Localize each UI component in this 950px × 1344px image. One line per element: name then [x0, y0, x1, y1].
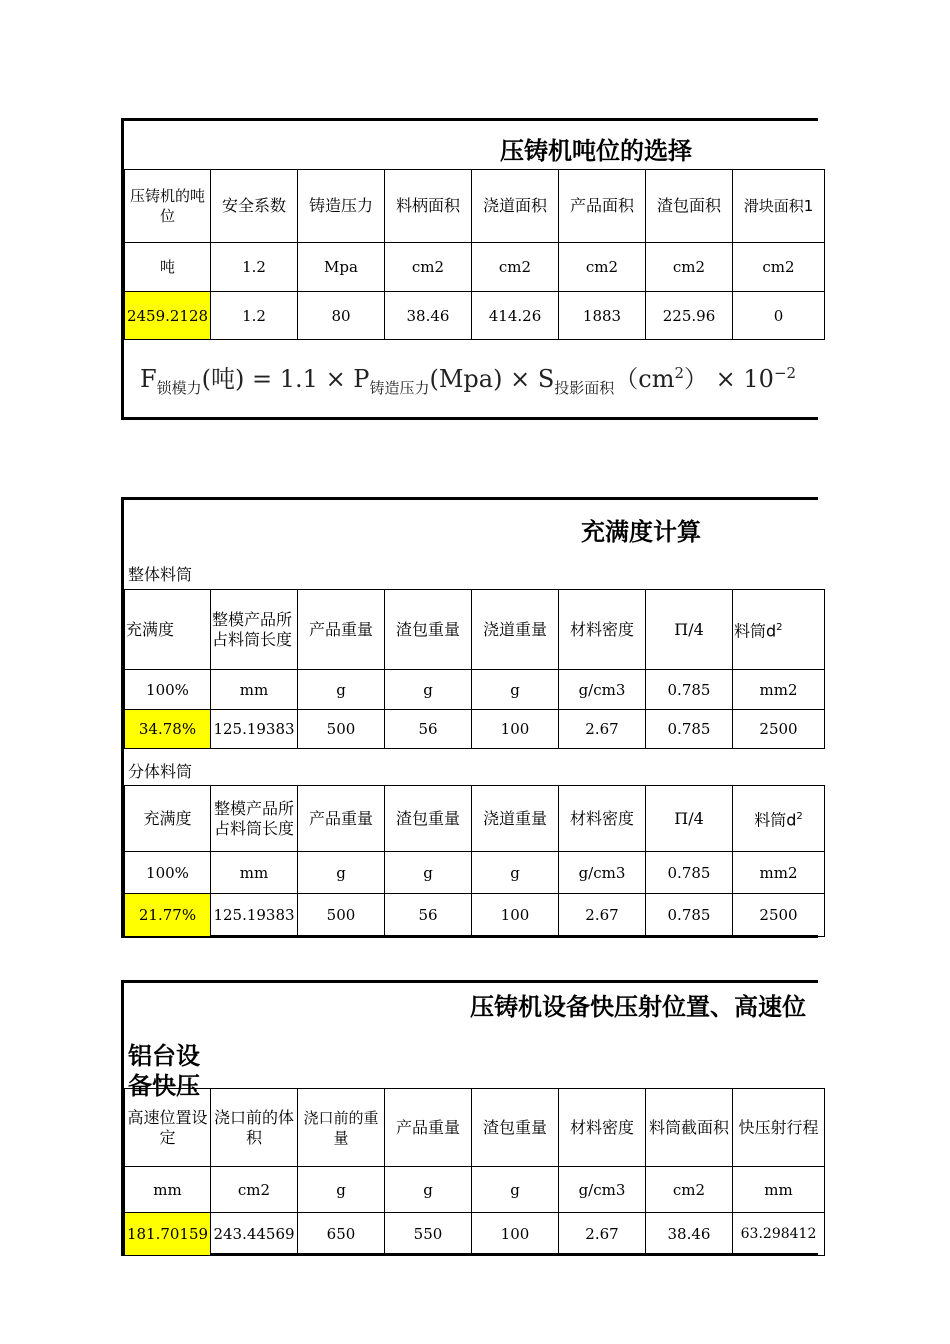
- value-cell: 56: [385, 710, 472, 749]
- value-row: [125, 292, 825, 340]
- header-cell: 高速位置设定: [125, 1089, 211, 1167]
- value-cell: 56: [385, 894, 472, 937]
- value-cell: 2500: [733, 894, 825, 937]
- fill-ratio-title: 充满度计算: [581, 517, 701, 546]
- header-cell: 渣包重量: [385, 786, 472, 852]
- header-cell: 渣包面积: [646, 170, 733, 243]
- unit-cell: 100%: [125, 670, 211, 710]
- value-cell: 63.298412: [733, 1213, 825, 1256]
- header-cell: 充满度: [125, 590, 211, 670]
- unit-cell: g: [298, 1167, 385, 1213]
- header-cell: 安全系数: [211, 170, 298, 243]
- header-cell: 材料密度: [559, 1089, 646, 1167]
- header-cell: 料柄面积: [385, 170, 472, 243]
- header-cell: 整模产品所占料筒长度: [211, 786, 298, 852]
- unit-cell: g: [385, 852, 472, 894]
- header-cell: 料筒$d^2$: [733, 786, 825, 852]
- unit-cell: Mpa: [298, 243, 385, 292]
- value-cell: 2.67: [559, 894, 646, 937]
- unit-cell: g: [472, 1167, 559, 1213]
- unit-cell: 100%: [125, 852, 211, 894]
- value-cell: 1.2: [211, 292, 298, 340]
- unit-cell: g/cm3: [559, 1167, 646, 1213]
- unit-cell: cm2: [472, 243, 559, 292]
- header-row: [125, 786, 825, 852]
- header-cell: 滑块面积1: [733, 170, 825, 243]
- fill-ratio-result-cell: 34.78%: [125, 710, 211, 749]
- header-cell: 产品面积: [559, 170, 646, 243]
- unit-cell: cm2: [211, 1167, 298, 1213]
- unit-cell: g: [472, 670, 559, 710]
- value-cell: 0.785: [646, 894, 733, 937]
- unit-cell: 0.785: [646, 670, 733, 710]
- aluminum-machine-label: 铝台设备快压: [128, 1042, 200, 1100]
- header-cell: 充满度: [125, 786, 211, 852]
- header-cell: 快压射行程: [733, 1089, 825, 1167]
- integral-sleeve-label: 整体料筒: [128, 565, 193, 584]
- header-cell: 铸造压力: [298, 170, 385, 243]
- value-cell: 650: [298, 1213, 385, 1256]
- value-cell: 38.46: [385, 292, 472, 340]
- header-cell: 浇道重量: [472, 590, 559, 670]
- value-cell: 414.26: [472, 292, 559, 340]
- header-cell: 压铸机的吨位: [125, 170, 211, 243]
- header-cell: 产品重量: [385, 1089, 472, 1167]
- unit-cell: mm: [733, 1167, 825, 1213]
- header-row: [125, 590, 825, 670]
- unit-cell: g: [298, 852, 385, 894]
- value-row: [125, 710, 825, 749]
- header-cell: 材料密度: [559, 590, 646, 670]
- unit-cell: g: [298, 670, 385, 710]
- unit-cell: 1.2: [211, 243, 298, 292]
- unit-cell: 0.785: [646, 852, 733, 894]
- unit-cell: mm: [211, 852, 298, 894]
- value-row: [125, 894, 825, 937]
- header-cell: 整模产品所占料筒长度: [211, 590, 298, 670]
- header-cell: 料筒截面积: [646, 1089, 733, 1167]
- value-cell: 0.785: [646, 710, 733, 749]
- value-cell: 2.67: [559, 1213, 646, 1256]
- value-cell: 100: [472, 894, 559, 937]
- header-cell: 浇口前的体积: [211, 1089, 298, 1167]
- header-cell: 浇道重量: [472, 786, 559, 852]
- header-cell: 材料密度: [559, 786, 646, 852]
- unit-row: [125, 852, 825, 894]
- unit-cell: g: [385, 1167, 472, 1213]
- value-cell: 125.19383: [211, 710, 298, 749]
- split-sleeve-table: [124, 785, 825, 937]
- split-sleeve-label: 分体料筒: [128, 762, 193, 781]
- value-cell: 550: [385, 1213, 472, 1256]
- value-cell: 0: [733, 292, 825, 340]
- fill-ratio-section: [121, 497, 818, 938]
- value-cell: 1883: [559, 292, 646, 340]
- shot-position-table: [124, 1088, 825, 1256]
- unit-cell: cm2: [733, 243, 825, 292]
- value-cell: 2500: [733, 710, 825, 749]
- unit-cell: cm2: [385, 243, 472, 292]
- shot-position-title: 压铸机设备快压射位置、高速位: [470, 992, 806, 1021]
- tonnage-section: [121, 118, 818, 420]
- value-row: [125, 1213, 825, 1256]
- clamping-force-formula: $F_{锁模力}$(吨) = $1.1 \times P_{铸造压力}(Mpa) \times S_{投影面积}(cm^2) \times 10^{-2}$: [140, 364, 797, 397]
- value-cell: 225.96: [646, 292, 733, 340]
- value-cell: 500: [298, 894, 385, 937]
- unit-cell: cm2: [646, 243, 733, 292]
- header-row: [125, 1089, 825, 1167]
- value-cell: 38.46: [646, 1213, 733, 1256]
- unit-cell: cm2: [646, 1167, 733, 1213]
- integral-sleeve-table: [124, 589, 825, 749]
- unit-cell: g/cm3: [559, 670, 646, 710]
- header-cell: 渣包重量: [385, 590, 472, 670]
- value-cell: 243.44569: [211, 1213, 298, 1256]
- unit-cell: g: [472, 852, 559, 894]
- header-row: [125, 170, 825, 243]
- unit-cell: mm2: [733, 670, 825, 710]
- unit-row: [125, 670, 825, 710]
- header-cell: 渣包重量: [472, 1089, 559, 1167]
- header-cell: 浇口前的重量: [298, 1089, 385, 1167]
- header-cell: 浇道面积: [472, 170, 559, 243]
- fill-ratio-result-cell: 21.77%: [125, 894, 211, 937]
- unit-cell: g: [385, 670, 472, 710]
- unit-row: [125, 243, 825, 292]
- high-speed-position-result-cell: 181.70159: [125, 1213, 211, 1256]
- unit-cell: mm2: [733, 852, 825, 894]
- unit-cell: cm2: [559, 243, 646, 292]
- value-cell: 500: [298, 710, 385, 749]
- header-cell: Π/4: [646, 590, 733, 670]
- tonnage-title: 压铸机吨位的选择: [500, 136, 692, 165]
- value-cell: 100: [472, 1213, 559, 1256]
- shot-position-section: [121, 980, 818, 1256]
- header-cell: 料筒$d^2$: [733, 590, 825, 670]
- unit-cell: mm: [211, 670, 298, 710]
- value-cell: 125.19383: [211, 894, 298, 937]
- tonnage-result-cell: 2459.2128: [125, 292, 211, 340]
- tonnage-table: [124, 169, 825, 340]
- header-cell: Π/4: [646, 786, 733, 852]
- value-cell: 100: [472, 710, 559, 749]
- unit-cell: mm: [125, 1167, 211, 1213]
- header-cell: 产品重量: [298, 590, 385, 670]
- value-cell: 2.67: [559, 710, 646, 749]
- unit-cell: 吨: [125, 243, 211, 292]
- unit-row: [125, 1167, 825, 1213]
- header-cell: 产品重量: [298, 786, 385, 852]
- unit-cell: g/cm3: [559, 852, 646, 894]
- value-cell: 80: [298, 292, 385, 340]
